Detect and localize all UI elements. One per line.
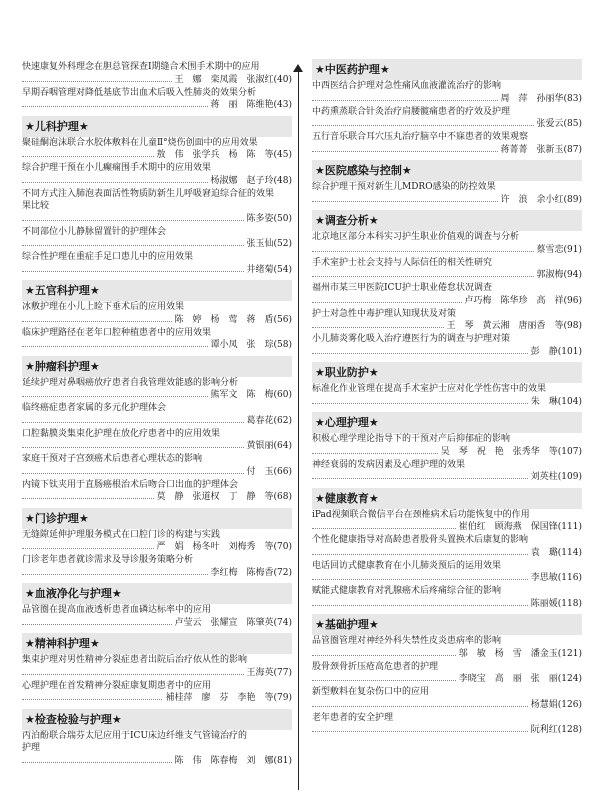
entry-title: iPad视频联合微信平台在颈椎病术后功能恢复中的作用 xyxy=(312,509,530,520)
toc-entry[interactable] xyxy=(22,188,292,226)
toc-entry[interactable] xyxy=(22,226,292,251)
entry-authors-page: 张爱云(85) xyxy=(534,119,582,129)
entry-authors-line xyxy=(22,491,292,504)
entry-authors-page: 卢巧梅 陈华珍 高 祥(96) xyxy=(462,296,582,306)
entry-title: 果比较 xyxy=(22,201,50,211)
entry-authors-page: 卢莹云 张耀宣 陈肇英(74) xyxy=(172,618,292,628)
entry-authors-line xyxy=(22,466,292,479)
entry-authors-line xyxy=(312,269,582,282)
entry-title: 综合护理干预在小儿癫痫围手术期中的应用效果 xyxy=(22,163,212,173)
entry-authors-line xyxy=(22,175,292,188)
entry-authors-line xyxy=(22,567,292,580)
toc-entry[interactable] xyxy=(22,327,292,352)
entry-title: 丙泊酚联合瑞芬太尼应用于ICU床边纤维支气管镜治疗的 xyxy=(22,730,248,741)
entry-authors-page: 杨慧娟(126) xyxy=(528,700,582,710)
entry-authors-page: 严 娟 杨冬叶 刘梅秀 等(70) xyxy=(154,542,292,552)
entry-authors-line xyxy=(22,264,292,277)
entry-authors-page: 熊军文 陈 梅(60) xyxy=(208,390,292,400)
section-heading: ★检查检验与护理★ xyxy=(22,709,292,730)
toc-entry[interactable] xyxy=(22,453,292,478)
entry-authors-line xyxy=(22,440,292,453)
entry-title: 冰敷护理在小儿上睑下垂术后的应用效果 xyxy=(22,302,185,312)
toc-entry[interactable] xyxy=(312,459,582,484)
entry-authors-page: 邬 敏 杨 雪 潘金玉(121) xyxy=(456,649,582,659)
toc-entry[interactable] xyxy=(312,383,582,408)
entry-title: 护士对急性中毒护理认知现状及对策 xyxy=(312,308,457,319)
section-heading: ★健康教育★ xyxy=(312,488,582,509)
entry-authors-line xyxy=(22,667,292,680)
entry-authors-line xyxy=(312,521,582,534)
column-divider xyxy=(298,68,299,790)
entry-title: 小儿肺炎雾化吸入治疗遵医行为的调查与护理对策 xyxy=(312,334,511,344)
section-heading: ★职业防护★ xyxy=(312,362,582,383)
entry-authors-line xyxy=(312,396,582,409)
entry-authors-page: 陈丽媛(118) xyxy=(528,599,582,609)
entry-title: 中西医结合护理对急性痛风血液灌流治疗的影响 xyxy=(312,81,502,91)
toc-entry[interactable] xyxy=(312,80,582,105)
toc-entry[interactable] xyxy=(22,162,292,187)
toc-entry[interactable] xyxy=(312,560,582,585)
toc-entry[interactable] xyxy=(312,131,582,156)
entry-title: 内镜下钛夹用于直肠癌根治术后吻合口出血的护理体会 xyxy=(22,479,239,490)
entry-authors-page: 葛春花(62) xyxy=(244,416,292,426)
toc-entry[interactable] xyxy=(312,231,582,256)
toc-entry[interactable] xyxy=(22,137,292,162)
entry-authors-page: 王 娜 栾凤霞 张淑红(40) xyxy=(172,75,292,85)
entry-title: 口腔黏膜炎集束化护理在放化疗患者中的应用效果 xyxy=(22,428,221,439)
entry-authors-page: 李红梅 陈梅香(72) xyxy=(208,568,292,578)
section-heading: ★儿科护理★ xyxy=(22,116,292,137)
toc-entry[interactable] xyxy=(22,251,292,276)
entry-title: 品管圈管理对神经外科失禁性皮炎患病率的影响 xyxy=(312,636,502,646)
toc-entry[interactable] xyxy=(312,257,582,282)
entry-authors-page: 井绪菊(54) xyxy=(244,265,292,275)
toc-entry[interactable] xyxy=(312,106,582,131)
entry-title: 手术室护士社会支持与人际信任的相关性研究 xyxy=(312,257,493,268)
toc-entry[interactable] xyxy=(312,282,582,307)
entry-title: 早期吞咽管理对降低基底节出血术后吸入性肺炎的效果分析 xyxy=(22,87,257,98)
entry-authors-line xyxy=(312,598,582,611)
entry-authors-page: 黄银丽(64) xyxy=(244,441,292,451)
entry-title: 集束护理对男性精神分裂症患者出院后治疗依从性的影响 xyxy=(22,655,248,665)
entry-authors-page: 敖 伟 张学兵 杨 陈 等(45) xyxy=(154,150,292,160)
entry-authors-line xyxy=(312,471,582,484)
entry-authors-line xyxy=(312,194,582,207)
entry-authors-line xyxy=(22,415,292,428)
entry-authors-page: 蒋菁菁 张新玉(87) xyxy=(498,145,582,155)
entry-title: 个性化健康指导对高龄患者股骨头置换术后康复的影响 xyxy=(312,535,529,545)
entry-title: 临床护理路径在老年口腔种植患者中的应用效果 xyxy=(22,327,212,338)
entry-authors-page: 刘英柱(109) xyxy=(528,472,582,482)
entry-authors-line xyxy=(312,93,582,106)
left-column xyxy=(22,55,292,768)
entry-authors-page: 蒋 丽 陈维艳(43) xyxy=(208,100,292,110)
entry-authors-line xyxy=(312,547,582,560)
entry-title: 老年患者的安全护理 xyxy=(312,712,394,723)
entry-authors-line xyxy=(22,238,292,251)
entry-authors-page: 吴 琴 祝 艳 张秀华 等(107) xyxy=(438,447,582,457)
toc-entry[interactable] xyxy=(312,585,582,610)
entry-authors-line xyxy=(312,572,582,585)
entry-authors-page: 李晓宝 高 丽 张 丽(124) xyxy=(456,674,582,684)
entry-authors-line xyxy=(312,699,582,712)
entry-authors-page: 彭 静(101) xyxy=(528,347,582,357)
entry-title: 福州市某三甲医院ICU护士职业倦怠状况调查 xyxy=(312,283,493,293)
entry-title: 门诊老年患者就诊需求及导诊服务策略分析 xyxy=(22,555,194,565)
toc-entry[interactable] xyxy=(312,686,582,711)
entry-title: 股骨颈骨折压疮高危患者的护理 xyxy=(312,661,439,672)
entry-title: 临终癌症患者家属的多元化护理体会 xyxy=(22,403,167,413)
entry-authors-page: 许 浪 余小红(89) xyxy=(498,195,582,205)
entry-authors-line xyxy=(312,346,582,359)
section-heading: ★心理护理★ xyxy=(312,412,582,433)
entry-authors-page: 周 萍 孙丽华(83) xyxy=(498,94,582,104)
entry-authors-line xyxy=(312,320,582,333)
section-heading: ★精神科护理★ xyxy=(22,633,292,654)
entry-authors-page: 付 玉(66) xyxy=(244,467,292,477)
entry-title: 品管圈在提高血液透析患者血磷达标率中的应用 xyxy=(22,605,212,615)
toc-entry[interactable] xyxy=(312,635,582,660)
entry-authors-page: 李思敏(116) xyxy=(528,573,582,583)
entry-title: 标准化作业管理在提高手术室护士应对化学性伤害中的效果 xyxy=(312,384,547,394)
entry-authors-line xyxy=(22,692,292,705)
section-heading: ★门诊护理★ xyxy=(22,508,292,529)
entry-title: 不同部位小儿静脉留置针的护理体会 xyxy=(22,226,167,237)
toc-entry[interactable] xyxy=(22,428,292,453)
entry-authors-page: 谭小凤 张 琮(58) xyxy=(208,340,292,350)
entry-title: 不同方式注入肺泡表面活性物质防新生儿呼吸窘迫综合征的效果 xyxy=(22,188,275,199)
entry-authors-line xyxy=(22,617,292,630)
entry-authors-line xyxy=(312,673,582,686)
entry-title: 神经衰弱的发病因素及心理护理的效果 xyxy=(312,459,466,470)
toc-entry[interactable] xyxy=(312,433,582,458)
section-heading: ★中医药护理★ xyxy=(312,59,582,80)
toc-entry[interactable] xyxy=(312,661,582,686)
entry-authors-line xyxy=(22,389,292,402)
entry-authors-page: 陈多姿(50) xyxy=(244,214,292,224)
entry-authors-line xyxy=(22,99,292,112)
entry-authors-line xyxy=(22,213,292,226)
entry-authors-page: 阮利红(128) xyxy=(528,725,582,735)
entry-authors-line xyxy=(22,541,292,554)
toc-entry[interactable] xyxy=(22,654,292,679)
entry-authors-line xyxy=(312,446,582,459)
toc-entry[interactable] xyxy=(22,61,292,86)
entry-authors-page: 杨淑娜 赵子玲(48) xyxy=(208,176,292,186)
toc-entry[interactable] xyxy=(22,301,292,326)
entry-authors-line xyxy=(312,648,582,661)
entry-title: 赋能式健康教育对乳腺癌术后疼痛综合征的影响 xyxy=(312,586,502,596)
entry-authors-line xyxy=(312,144,582,157)
entry-title: 延续护理对鼻咽癌放疗患者自我管理效能感的影响分析 xyxy=(22,377,239,388)
right-column xyxy=(312,55,582,737)
entry-authors-line xyxy=(312,724,582,737)
toc-entry[interactable] xyxy=(312,712,582,737)
toc-entry[interactable] xyxy=(312,333,582,358)
entry-authors-page: 蔡雪恋(91) xyxy=(534,245,582,255)
toc-entry[interactable] xyxy=(312,534,582,559)
section-heading: ★五官科护理★ xyxy=(22,280,292,301)
entry-title: 新型敷料在复杂伤口中的应用 xyxy=(312,687,430,697)
entry-authors-page: 陈 伟 陈春梅 刘 娜(81) xyxy=(172,756,292,766)
entry-title: 心理护理在首发精神分裂症康复期患者中的应用 xyxy=(22,680,212,691)
toc-entry[interactable] xyxy=(312,181,582,206)
section-heading: ★肿瘤科护理★ xyxy=(22,356,292,377)
entry-authors-page: 袁 璐(114) xyxy=(528,548,582,558)
toc-entry[interactable] xyxy=(22,730,292,768)
entry-title: 综合性护理在重症手足口患儿中的应用效果 xyxy=(22,252,194,262)
entry-title: 聚硅酮泡沫联合水胶体敷料在儿童Ⅱ°烧伤创面中的应用效果 xyxy=(22,137,258,148)
entry-authors-line xyxy=(22,755,292,768)
section-heading: ★医院感染与控制★ xyxy=(312,160,582,181)
entry-authors-page: 莫 静 张道权 丁 静 等(68) xyxy=(154,492,292,502)
entry-authors-page: 崔伯红 顾海燕 保国锋(111) xyxy=(456,522,582,532)
toc-entry[interactable] xyxy=(312,308,582,333)
entry-title: 家庭干预对子宫颈癌术后患者心理状态的影响 xyxy=(22,454,203,464)
entry-title: 中药熏蒸联合针灸治疗肩腰髋痛患者的疗效及护理 xyxy=(312,106,511,117)
toc-entry[interactable] xyxy=(312,509,582,534)
entry-authors-line xyxy=(22,74,292,87)
toc-entry[interactable] xyxy=(22,680,292,705)
entry-authors-line xyxy=(312,295,582,308)
entry-title: 北京地区部分本科实习护生职业价值观的调查与分析 xyxy=(312,232,520,242)
toc-entry[interactable] xyxy=(22,479,292,504)
entry-title: 综合护理干预对新生儿MDRO感染的防控效果 xyxy=(312,182,496,192)
entry-authors-line xyxy=(22,314,292,327)
entry-title: 快速康复外科理念在胆总管探查Ⅰ期缝合术围手术期中的应用 xyxy=(22,62,260,72)
entry-authors-page: 王海英(77) xyxy=(244,668,292,678)
entry-title: 五行音乐联合耳穴压丸治疗脑卒中不寐患者的效果观察 xyxy=(312,132,529,142)
entry-authors-page: 郭淑梅(94) xyxy=(534,270,582,280)
entry-authors-page: 陈 婷 杨 莺 蒋 盾(56) xyxy=(172,315,292,325)
toc-entry[interactable] xyxy=(22,87,292,112)
toc-entry[interactable] xyxy=(22,529,292,554)
up-arrow-icon xyxy=(293,64,303,72)
entry-title: 积极心理学理论指导下的干预对产后抑郁症的影响 xyxy=(312,434,511,444)
toc-entry[interactable] xyxy=(22,402,292,427)
entry-authors-page: 王 琴 黄云湘 唐丽香 等(98) xyxy=(444,321,582,331)
entry-authors-page: 朱 琳(104) xyxy=(528,397,582,407)
entry-authors-page: 张玉仙(52) xyxy=(244,239,292,249)
entry-title: 无缝隙延伸护理服务模式在口腔门诊的构建与实践 xyxy=(22,529,221,540)
entry-authors-line xyxy=(312,118,582,131)
section-heading: ★调查分析★ xyxy=(312,210,582,231)
entry-authors-line xyxy=(312,244,582,257)
entry-title: 电话回访式健康教育在小儿肺炎预后的运用效果 xyxy=(312,560,502,571)
toc-entry[interactable] xyxy=(22,554,292,579)
entry-authors-line xyxy=(22,149,292,162)
section-heading: ★血液净化与护理★ xyxy=(22,583,292,604)
toc-entry[interactable] xyxy=(22,377,292,402)
section-heading: ★基础护理★ xyxy=(312,614,582,635)
toc-entry[interactable] xyxy=(22,604,292,629)
entry-authors-page: 補桂萍 廖 芬 李艳 等(79) xyxy=(163,693,292,703)
entry-title: 护理 xyxy=(22,743,41,753)
entry-authors-line xyxy=(22,339,292,352)
